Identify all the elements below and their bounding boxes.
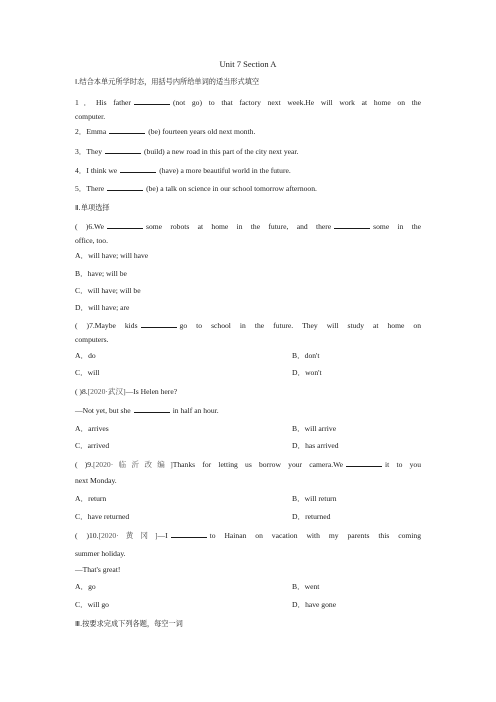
answer-blank [109, 126, 145, 134]
question-1: 1．His father (not go) to that factory next week.He will work at home on the [75, 98, 421, 107]
answer-blank [134, 405, 170, 413]
question-4: 4．I think we (have) a more beautiful world in the future. [75, 166, 291, 175]
source-tag: [2020·武汉] [87, 387, 126, 396]
option-d: D．have gone [292, 600, 337, 609]
answer-blank [107, 221, 143, 229]
option-d: D．has arrived [292, 441, 339, 450]
question-6-cont: office, too. [75, 236, 108, 245]
option-a: A．do [75, 351, 96, 360]
section2-heading: Ⅱ.单项选择 [75, 203, 110, 212]
page-title: Unit 7 Section A [219, 59, 277, 69]
question-10-reply: —That's great! [75, 565, 121, 574]
question-8-cont: —Not yet, but she in half an hour. [75, 406, 219, 415]
question-1-cont: computer. [75, 112, 106, 121]
question-7-cont: computers. [75, 335, 109, 344]
question-9-cont: next Monday. [75, 476, 117, 485]
answer-blank [105, 146, 141, 154]
option-a: A．arrives [75, 424, 109, 433]
option-b: B．will arrive [292, 424, 337, 433]
option-b: B．went [292, 582, 320, 591]
question-10-cont: summer holiday. [75, 549, 126, 558]
option-b: B．have; will be [75, 269, 127, 278]
section3-heading: Ⅲ.按要求完成下列各题，每空一词 [75, 619, 183, 628]
question-2: 2．Emma (be) fourteen years old next month. [75, 127, 256, 136]
answer-blank [141, 320, 177, 328]
option-b: B．will return [292, 494, 337, 503]
question-6: ( )6.We some robots at home in the future, and there some in the [75, 222, 421, 231]
option-a: A．will have; will have [75, 251, 149, 260]
option-b: B．don't [292, 351, 320, 360]
option-c: C．have returned [75, 512, 130, 521]
option-c: C．arrived [75, 441, 110, 450]
section1-heading: Ⅰ.结合本单元所学时态，用括号内所给单词的适当形式填空 [75, 77, 260, 86]
question-8: ( )8.[2020·武汉]—Is Helen here? [75, 387, 178, 396]
option-d: D．will have; are [75, 303, 130, 312]
answer-blank [134, 97, 170, 105]
option-d: D．returned [292, 512, 331, 521]
option-a: A．return [75, 494, 107, 503]
option-c: C．will [75, 368, 100, 377]
answer-blank [171, 530, 207, 538]
source-tag: [2020·黄冈] [98, 531, 158, 540]
source-tag: [2020·临沂改编] [92, 460, 173, 469]
answer-blank [346, 459, 382, 467]
option-c: C．will have; will be [75, 286, 141, 295]
question-9: ( )9.[2020·临沂改编]Thanks for letting us borrow your camera.We it to you [75, 460, 421, 469]
option-c: C．will go [75, 600, 109, 609]
question-5: 5．There (be) a talk on science in our school tomorrow afternoon. [75, 184, 317, 193]
answer-blank [120, 165, 156, 173]
option-a: A．go [75, 582, 96, 591]
question-3: 3．They (build) a new road in this part of the city next year. [75, 147, 299, 156]
question-10: ( )10.[2020·黄冈]—I to Hainan on vacation with my parents this coming [75, 531, 421, 540]
answer-blank [107, 183, 143, 191]
option-d: D．won't [292, 368, 322, 377]
question-7: ( )7.Maybe kids go to school in the future. They will study at home on [75, 321, 421, 330]
answer-blank [334, 221, 370, 229]
